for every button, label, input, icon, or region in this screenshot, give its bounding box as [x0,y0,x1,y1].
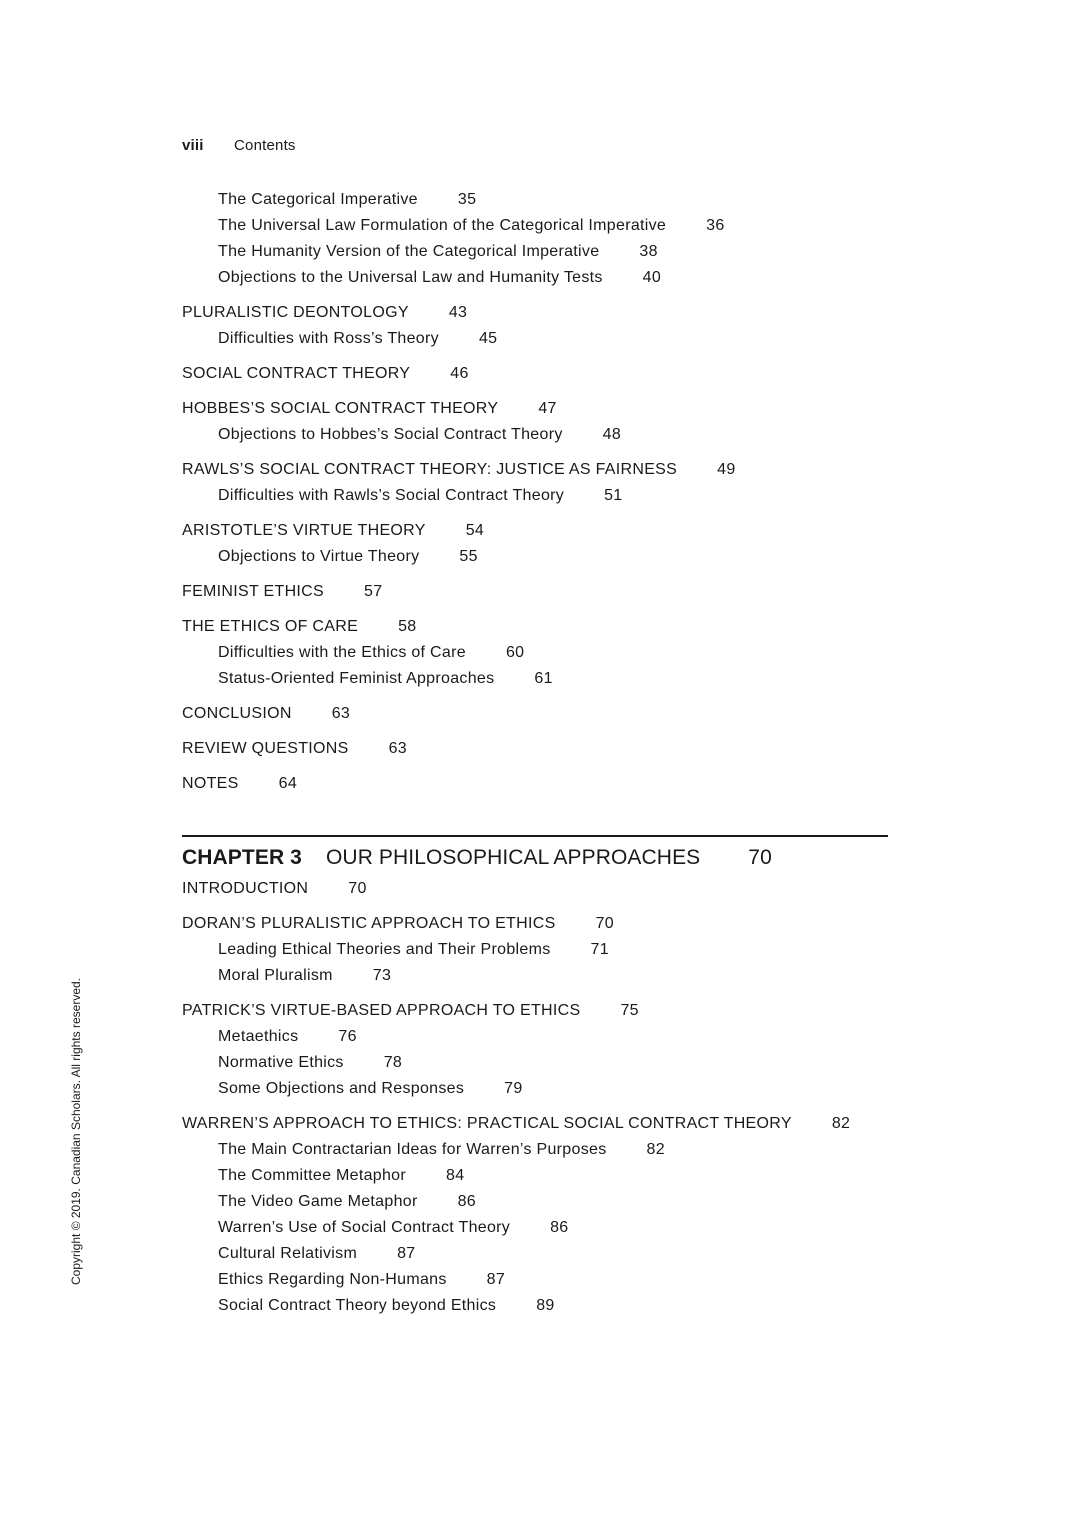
toc-entry-page: 82 [646,1141,665,1158]
toc-section-entry [182,518,888,544]
toc-entry-page: 63 [388,740,408,757]
toc-subsection-entry [182,265,888,291]
toc-entry-title: ARISTOTLE’S VIRTUE THEORY [182,522,426,539]
toc-entry-title: The Main Contractarian Ideas for Warren’s Purposes [218,1141,607,1158]
toc-entry-page: 47 [538,400,557,417]
toc-entry-title: Difficulties with Ross’s Theory [218,330,439,347]
toc-entry-title: FEMINIST ETHICS [182,583,324,600]
toc-entry-title: WARREN’S APPROACH TO ETHICS: PRACTICAL SOCIAL CONTRACT THEORY [182,1115,792,1132]
toc-entry-title: Normative Ethics [218,1054,344,1071]
toc-entry-title: Objections to the Universal Law and Humanity Tests [218,269,603,286]
toc-entry-page: 75 [620,1002,639,1019]
toc-subsection-entry [182,239,888,265]
toc-entry-title: The Committee Metaphor [218,1167,407,1184]
chapter-page: 70 [748,846,772,869]
toc-entry-title: NOTES [182,775,239,792]
toc-entry-page: 86 [550,1219,569,1236]
toc-section-before [182,187,888,797]
toc-entry-title: Leading Ethical Theories and Their Problems [218,941,551,958]
toc-entry-page: 89 [536,1297,555,1314]
toc-section-entry [182,579,888,605]
toc-entry-page: 63 [331,705,351,722]
chapter-heading [182,844,888,872]
toc-subsection-entry [182,1189,888,1215]
running-title: Contents [234,137,296,154]
toc-entry-page: 70 [595,915,614,932]
toc-entry-title: Moral Pluralism [218,967,333,984]
toc-entry-page: 54 [465,522,485,539]
toc-section-entry [182,396,888,422]
copyright-notice: Copyright © 2019. Canadian Scholars. All rights reserved. [69,977,83,1285]
toc-entry-page: 48 [602,426,622,443]
toc-entry-page: 86 [457,1193,477,1210]
toc-entry-page: 51 [604,487,623,504]
toc-section-entry [182,911,888,937]
toc-entry-title: HOBBES’S SOCIAL CONTRACT THEORY [182,400,499,417]
toc-subsection-entry [182,544,888,570]
toc-entry-page: 87 [397,1245,416,1262]
toc-entry-title: Metaethics [218,1028,299,1045]
toc-subsection-entry [182,937,888,963]
toc-entry-page: 40 [642,269,662,286]
toc-entry-page: 60 [505,644,525,661]
toc-section-entry [182,998,888,1024]
toc-subsection-entry [182,213,888,239]
toc-entry-title: The Universal Law Formulation of the Categorical Imperative [218,217,667,234]
running-header [182,137,296,154]
toc-section-entry [182,457,888,483]
toc-subsection-entry [182,1267,888,1293]
toc-entry-page: 87 [486,1271,506,1288]
toc-entry-page: 70 [348,880,367,897]
toc-entry-title: The Categorical Imperative [218,191,418,208]
toc-subsection-entry [182,1076,888,1102]
toc-subsection-entry [182,1024,888,1050]
chapter-divider [182,835,888,837]
toc-entry-page: 78 [383,1054,403,1071]
toc-entry-page: 71 [590,941,609,958]
toc-subsection-entry [182,666,888,692]
toc-section-entry [182,300,888,326]
toc-subsection-entry [182,1293,888,1319]
toc-entry-page: 35 [457,191,477,208]
toc-section-entry [182,736,888,762]
toc-entry-title: Some Objections and Responses [218,1080,465,1097]
toc-section-entry [182,1111,888,1137]
toc-entry-page: 38 [639,243,658,260]
toc-entry-page: 49 [717,461,736,478]
toc-entry-page: 79 [504,1080,523,1097]
toc-entry-title: Difficulties with the Ethics of Care [218,644,466,661]
toc-entry-title: THE ETHICS OF CARE [182,618,359,635]
toc-entry-title: INTRODUCTION [182,880,309,897]
toc-entry-title: Cultural Relativism [218,1245,358,1262]
toc-section-entry [182,614,888,640]
toc-section-entry [182,701,888,727]
toc-entry-title: Status-Oriented Feminist Approaches [218,670,495,687]
toc-entry-page: 64 [278,775,298,792]
toc-entry-page: 73 [372,967,392,984]
toc-subsection-entry [182,640,888,666]
toc-entry-title: CONCLUSION [182,705,292,722]
toc-subsection-entry [182,1137,888,1163]
toc-subsection-entry [182,187,888,213]
toc-entry-title: Warren’s Use of Social Contract Theory [218,1219,511,1236]
toc-entry-page: 43 [448,304,468,321]
toc-section-entry [182,876,888,902]
toc-subsection-entry [182,1163,888,1189]
toc-subsection-entry [182,483,888,509]
toc-entry-page: 57 [364,583,383,600]
toc-entry-page: 82 [831,1115,851,1132]
toc-section-entry [182,361,888,387]
toc-entry-title: Objections to Virtue Theory [218,548,420,565]
chapter-title: OUR PHILOSOPHICAL APPROACHES [326,846,701,869]
toc-entry-title: PATRICK’S VIRTUE-BASED APPROACH TO ETHICS [182,1002,581,1019]
toc-entry-page: 76 [338,1028,357,1045]
toc-entry-title: Ethics Regarding Non-Humans [218,1271,447,1288]
toc-entry-title: Difficulties with Rawls’s Social Contract Theory [218,487,565,504]
toc-entry-title: REVIEW QUESTIONS [182,740,349,757]
toc-entry-title: RAWLS’S SOCIAL CONTRACT THEORY: JUSTICE AS FAIRNESS [182,461,678,478]
toc-subsection-entry [182,1241,888,1267]
toc-subsection-entry [182,1215,888,1241]
toc-entry-page: 61 [534,670,553,687]
toc-entry-title: DORAN’S PLURALISTIC APPROACH TO ETHICS [182,915,556,932]
toc-entry-title: The Humanity Version of the Categorical Imperative [218,243,600,260]
toc-entry-page: 36 [706,217,725,234]
toc-subsection-entry [182,1050,888,1076]
toc-section-entry [182,771,888,797]
toc-entry-title: The Video Game Metaphor [218,1193,418,1210]
toc-subsection-entry [182,326,888,352]
toc-entry-title: PLURALISTIC DEONTOLOGY [182,304,409,321]
toc-entry-page: 45 [478,330,498,347]
toc-entry-page: 58 [398,618,417,635]
toc-entry-page: 46 [450,365,469,382]
toc-entry-title: Social Contract Theory beyond Ethics [218,1297,497,1314]
toc-subsection-entry [182,963,888,989]
toc-entry-title: SOCIAL CONTRACT THEORY [182,365,411,382]
toc-section-after [182,876,888,1319]
toc-entry-title: Objections to Hobbes’s Social Contract Theory [218,426,563,443]
toc-subsection-entry [182,422,888,448]
chapter-label: CHAPTER 3 [182,846,302,869]
page-number: viii [182,137,204,154]
toc-entry-page: 55 [459,548,478,565]
table-of-contents [182,187,888,1319]
toc-entry-page: 84 [446,1167,465,1184]
